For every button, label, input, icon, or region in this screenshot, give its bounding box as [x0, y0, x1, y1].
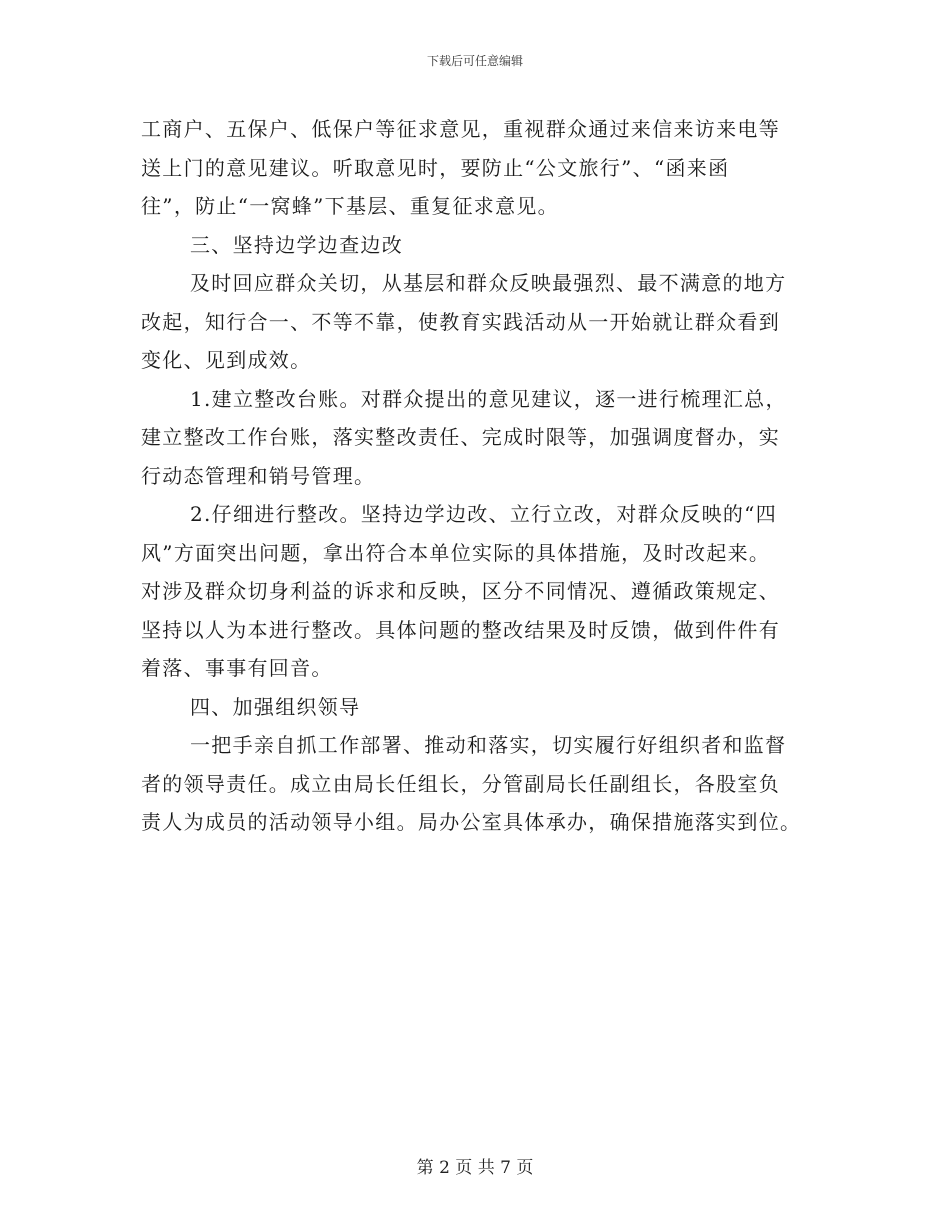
text-line: 坚持以人为本进行整改。具体问题的整改结果及时反馈，做到件件有: [141, 617, 780, 642]
text-line: 对涉及群众切身利益的诉求和反映，区分不同情况、遵循政策规定、: [141, 579, 780, 603]
text-line: 改起，知行合一、不等不靠，使教育实践活动从一开始就让群众看到: [141, 309, 780, 334]
text-line: 行动态管理和销号管理。: [141, 463, 376, 488]
text-line: 及时回应群众关切，从基层和群众反映最强烈、最不满意的地方: [190, 271, 787, 295]
section-heading: 三、坚持边学边查边改: [190, 232, 403, 257]
text-line: 者的领导责任。成立由局长任组长，分管副局长任副组长，各股室负: [141, 771, 780, 796]
text-line: 送上门的意见建议。听取意见时，要防止“公文旅行”、“函来函: [141, 155, 730, 180]
text-line: 1.建立整改台账。对群众提出的意见建议，逐一进行梳理汇总，: [190, 386, 787, 411]
text-line: 风”方面突出问题，拿出符合本单位实际的具体措施，及时改起来。: [141, 540, 771, 565]
text-line: 着落、事事有回音。: [141, 656, 333, 680]
page-number: 第 2 页 共 7 页: [416, 1158, 534, 1178]
text-line: 一把手亲自抓工作部署、推动和落实，切实履行好组织者和监督: [190, 733, 787, 757]
text-line: 工商户、五保户、低保户等征求意见，重视群众通过来信来访来电等: [141, 117, 780, 141]
text-line: 变化、见到成效。: [141, 348, 312, 372]
text-line: 往”，防止“一窝蜂”下基层、重复征求意见。: [141, 194, 559, 218]
text-line: 责人为成员的活动领导小组。局办公室具体承办，确保措施落实到位。: [141, 810, 802, 834]
text-line: 2.仔细进行整改。坚持边学边改、立行立改，对群众反映的“四: [190, 502, 778, 526]
text-line: 建立整改工作台账，落实整改责任、完成时限等，加强调度督办，实: [141, 425, 780, 449]
document-body: [141, 110, 809, 842]
section-heading: 四、加强组织领导: [190, 694, 361, 719]
page-header-note: 下载后可任意编辑: [426, 54, 523, 68]
